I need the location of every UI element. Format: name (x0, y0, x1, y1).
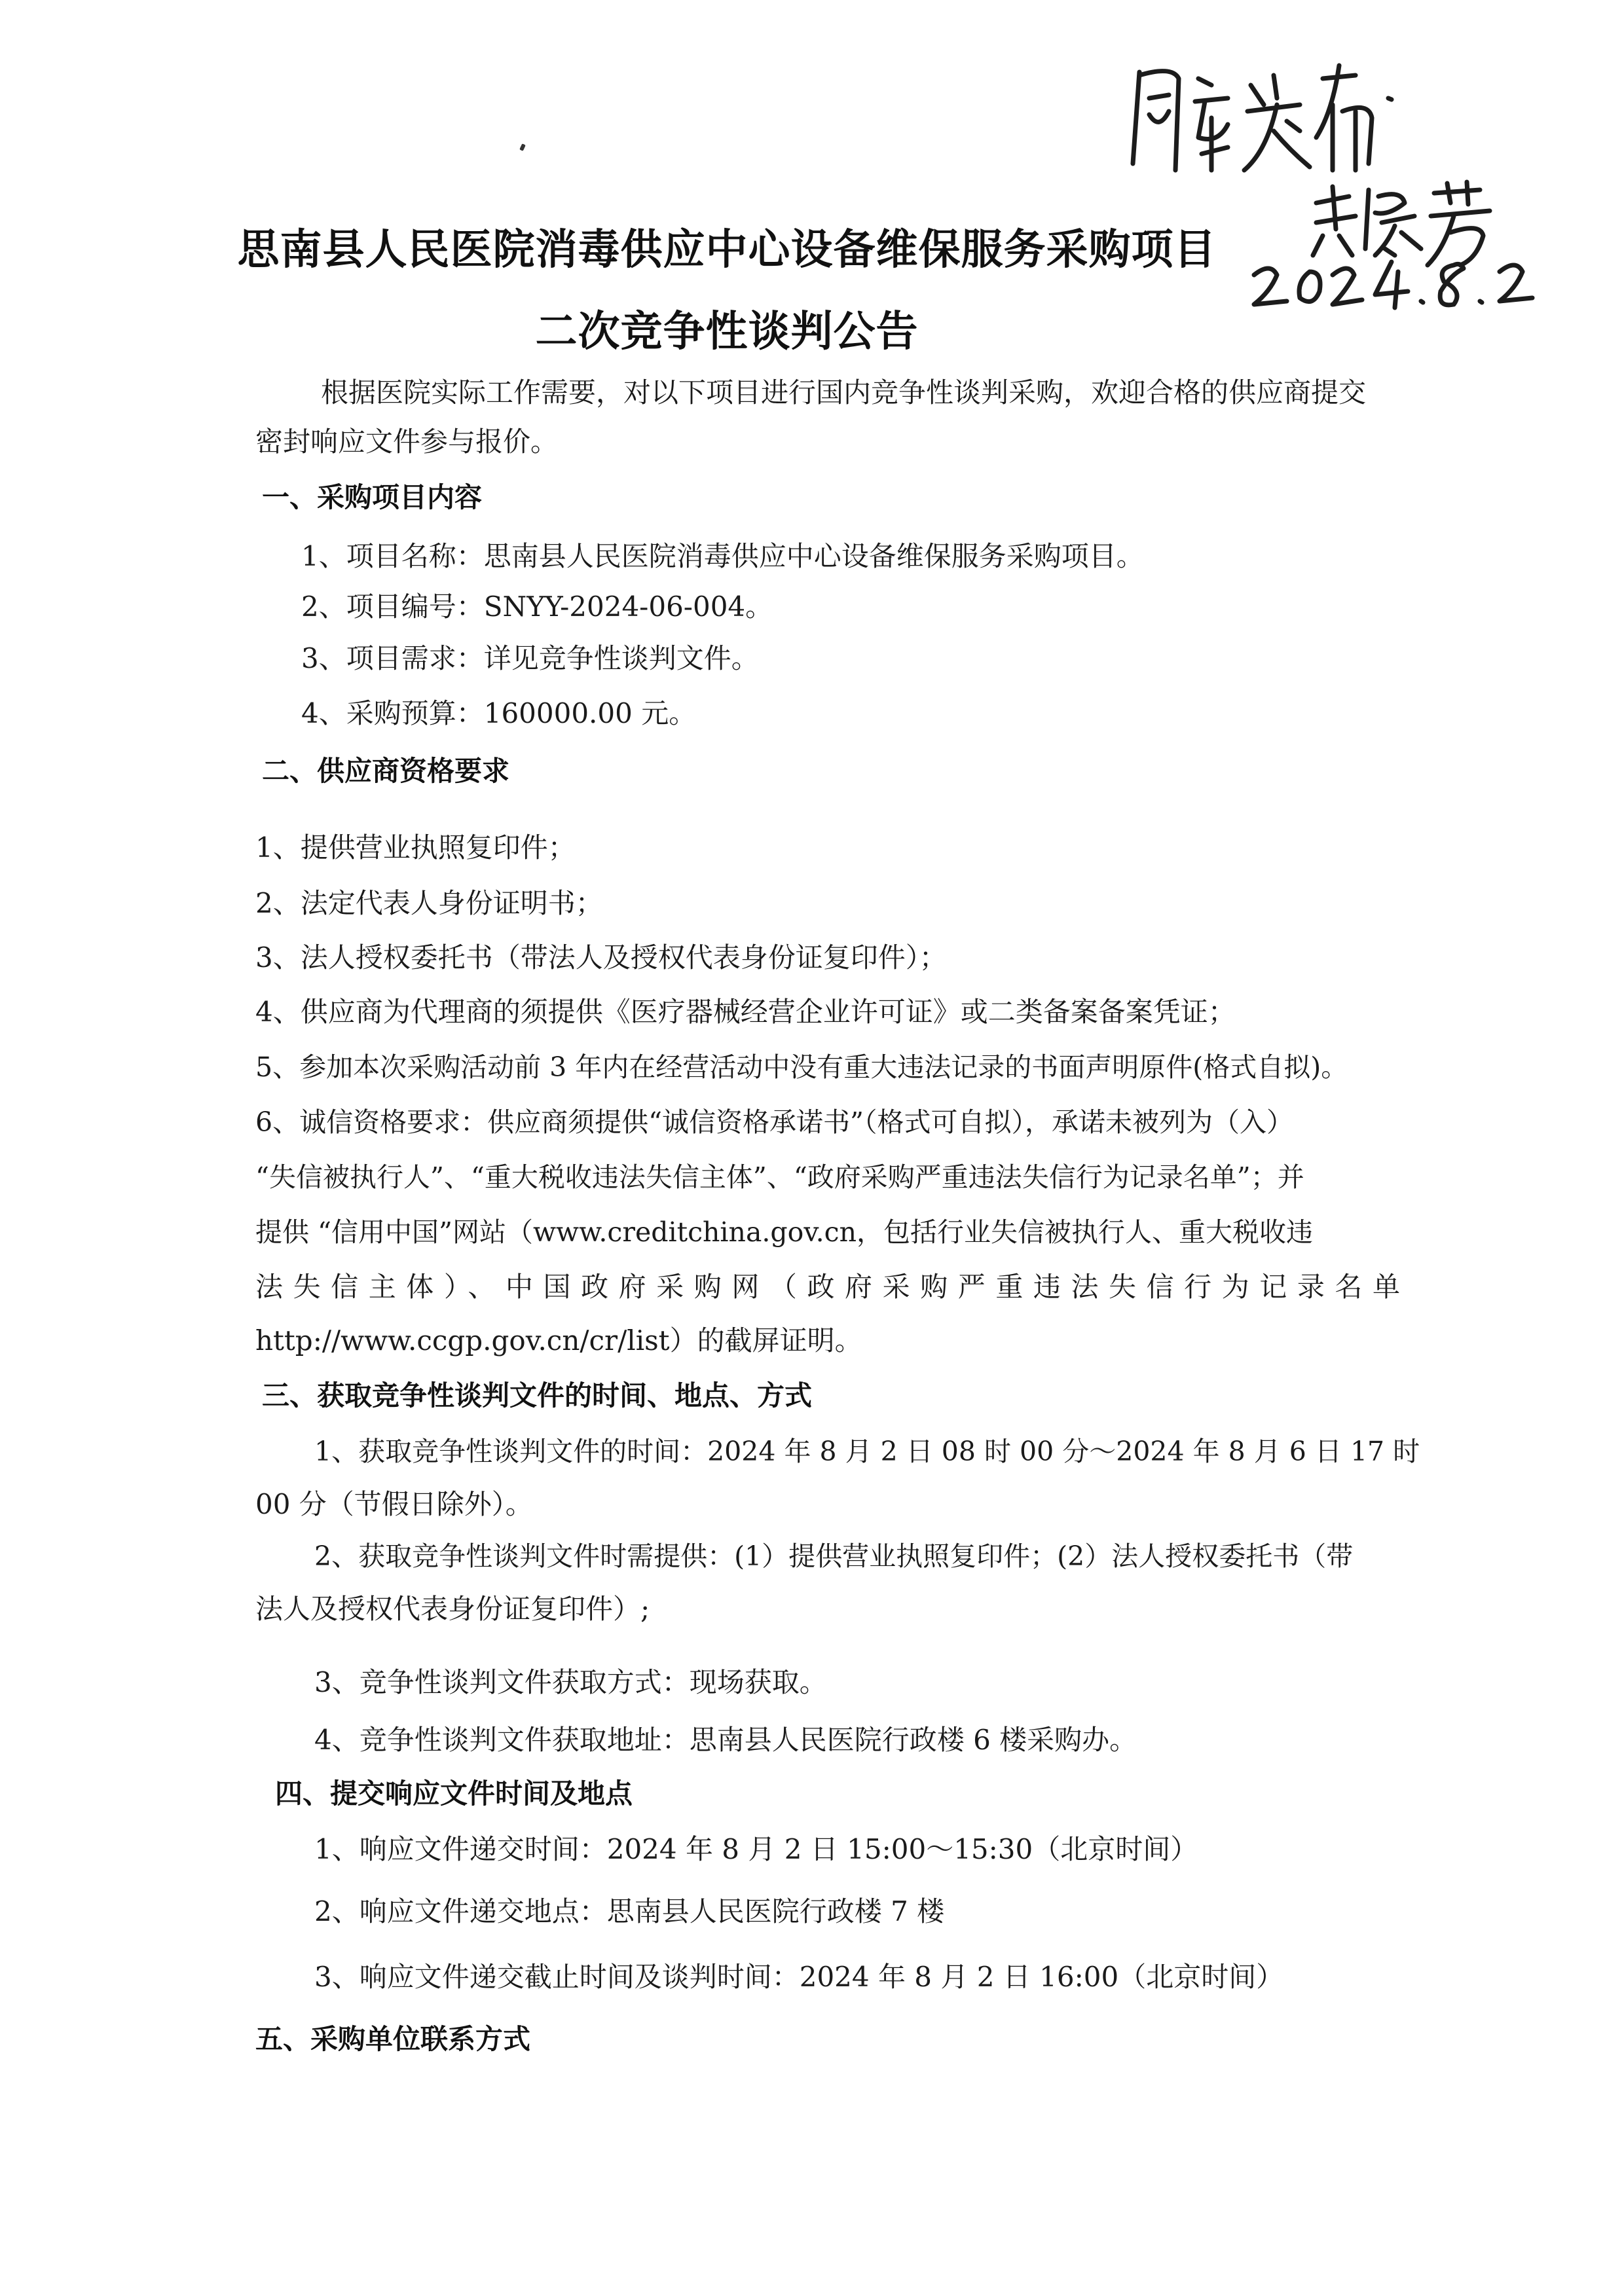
section-2-heading: 二、供应商资格要求 (262, 755, 510, 787)
section-2-item-6-line-5: http://www.ccgp.gov.cn/cr/list）的截屏证明。 (255, 1324, 862, 1357)
section-3-item-2-line-1: 2、获取竞争性谈判文件时需提供：(1）提供营业执照复印件；(2）法人授权委托书（带 (314, 1540, 1354, 1572)
section-3-item-4: 4、竞争性谈判文件获取地址：思南县人民医院行政楼 6 楼采购办。 (314, 1724, 1137, 1756)
section-5-heading: 五、采购单位联系方式 (255, 2023, 531, 2055)
section-2-item-4: 4、供应商为代理商的须提供《医疗器械经营企业许可证》或二类备案备案凭证； (255, 996, 1236, 1028)
section-3-item-1-line-1: 1、获取竞争性谈判文件的时间：2024 年 8 月 2 日 08 时 00 分～2024 年 8 月 6 日 17 时 (314, 1436, 1420, 1467)
section-4-heading: 四、提交响应文件时间及地点 (275, 1777, 633, 1810)
section-2-item-6-line-4: 法失信主体）、中国政府采购网（政府采购严重违法失信行为记录名单 (255, 1271, 1401, 1303)
section-1-item-4: 4、采购预算：160000.00 元。 (301, 697, 697, 729)
intro-line-2: 密封响应文件参与报价。 (255, 426, 559, 458)
section-1-item-1: 1、项目名称：思南县人民医院消毒供应中心设备维保服务采购项目。 (301, 540, 1144, 572)
section-2-item-3: 3、法人授权委托书（带法人及授权代表身份证复印件）； (255, 941, 947, 974)
section-2-item-5: 5、参加本次采购活动前 3 年内在经营活动中没有重大违法记录的书面声明原件(格式自拟)。 (255, 1051, 1348, 1083)
section-2-item-6-line-3: 提供 “信用中国”网站（www.creditchina.gov.cn，包括行业失信被执行人、重大税收违 (255, 1216, 1314, 1248)
intro-line-1: 根据医院实际工作需要，对以下项目进行国内竞争性谈判采购，欢迎合格的供应商提交 (321, 376, 1367, 409)
section-1-heading: 一、采购项目内容 (262, 481, 483, 513)
section-2-item-6-line-2: “失信被执行人”、“重大税收违法失信主体”、“政府采购严重违法失信行为记录名单”；并 (255, 1161, 1304, 1193)
section-4-item-1: 1、响应文件递交时间：2024 年 8 月 2 日 15:00～15:30（北京时间） (314, 1833, 1198, 1865)
scan-speck (519, 143, 526, 151)
section-3-item-2-line-2: 法人及授权代表身份证复印件）; (255, 1593, 650, 1625)
document-title: 思南县人民医院消毒供应中心设备维保服务采购项目 (237, 226, 1217, 274)
section-4-item-3: 3、响应文件递交截止时间及谈判时间：2024 年 8 月 2 日 16:00（北京时间） (314, 1961, 1284, 1993)
section-1-item-2: 2、项目编号：SNYY-2024-06-004。 (301, 591, 773, 623)
section-2-item-2: 2、法定代表人身份证明书； (255, 887, 603, 919)
document-subtitle: 二次竞争性谈判公告 (535, 308, 919, 356)
section-1-item-3: 3、项目需求：详见竞争性谈判文件。 (301, 642, 759, 674)
section-4-item-2: 2、响应文件递交地点：思南县人民医院行政楼 7 楼 (314, 1895, 945, 1927)
section-3-heading: 三、获取竞争性谈判文件的时间、地点、方式 (262, 1379, 813, 1412)
section-2-item-6-line-1: 6、诚信资格要求：供应商须提供“诚信资格承诺书”（格式可自拟），承诺未被列为（入） (255, 1106, 1294, 1138)
section-3-item-1-line-2: 00 分（节假日除外）。 (255, 1488, 533, 1520)
section-2-item-1: 1、提供营业执照复印件； (255, 831, 576, 864)
section-3-item-3: 3、竞争性谈判文件获取方式：现场获取。 (314, 1666, 827, 1698)
